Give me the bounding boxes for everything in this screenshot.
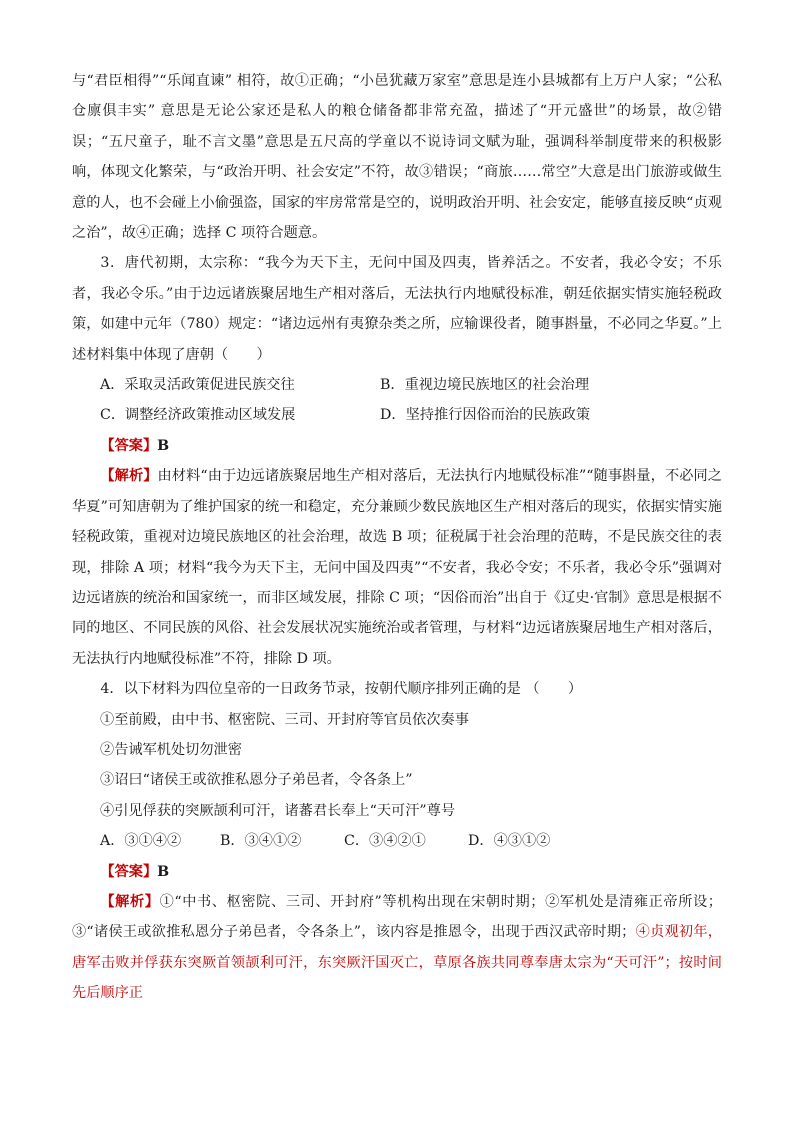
- question-3-options: [72, 370, 722, 431]
- item-4: ④引见俘获的突厥颉利可汗，诸蕃君长奉上“天可汗”尊号: [100, 802, 456, 819]
- option-c: C．③④②①: [344, 833, 426, 850]
- question-4-options: [72, 826, 722, 856]
- analysis-tag: 【解析】: [100, 893, 160, 910]
- analysis-tag: 【解析】: [100, 468, 158, 485]
- item-2: ②告诫军机处切勿泄密: [100, 741, 242, 758]
- analysis-text: 由材料“由于边远诸族聚居地生产相对落后，无法执行内地赋役标准”“随事斟量，不必同之华夏”可知唐朝为了维护国家的统一和稳定，充分兼顾少数民族地区生产相对落后的现实，依据实情实施轻税政策，重视对边境民族地区的社会治理，故选 B 项；征税属于社会治理的范畴，不是民族交往的表现，排除 A 项；材料“我今为天下主，无问中国及四夷”“不安者，我必令安；不乐者，我必令乐”强调对边远诸族的统治和国家统一，而非区域发展，排除 C 项；“因俗而治”出自于《辽史·官制》意思是根据不同的地区、不同民族的风俗、社会发展状况实施统治或者管理，与材料“边远诸族聚居地生产相对落后，无法执行内地赋役标准”不符，排除 D 项。: [72, 468, 722, 667]
- item-1: ①至前殿，由中书、枢密院、三司、开封府等官员依次奏事: [100, 711, 469, 728]
- option-b: B．重视边境民族地区的社会治理: [380, 377, 590, 394]
- analysis-text-highlight: ④贞观初年，唐军击败并俘获东突厥首领颉利可汗，东突厥汗国灭亡，草原各族共同尊奉唐太宗为“天可汗”；按时间先后顺序正: [72, 924, 722, 1002]
- question-4-stem: 4．以下材料为四位皇帝的一日政务节录，按朝代顺序排列正确的是 （ ）: [100, 681, 583, 698]
- item-3: ③诏曰“诸侯王或欲推私恩分子弟邑者，令各条上”: [100, 772, 413, 789]
- analysis-text: ①“中书、枢密院、三司、开封府”等机构出现在宋朝时期；②军机处是清雍正帝所设；③“诸侯王或欲推私恩分子弟邑者，令各条上”，该内容是推恩令，出现于西汉武帝时期；: [72, 893, 722, 941]
- option-d: D．④③①②: [468, 833, 551, 850]
- question-4-items: [72, 705, 722, 827]
- answer-tag: 【答案】: [100, 437, 158, 454]
- option-a: A．采取灵活政策促进民族交往: [100, 377, 295, 394]
- question-3-analysis: [72, 461, 722, 674]
- option-c: C．调整经济政策推动区域发展: [100, 407, 296, 424]
- answer-value: B: [157, 437, 170, 454]
- question-4-answer: [72, 857, 722, 887]
- answer-tag: 【答案】: [100, 863, 158, 880]
- answer-value: B: [157, 863, 170, 880]
- intro-paragraph: 与“君臣相得”“乐闻直谏” 相符，故①正确；“小邑犹藏万家室”意思是连小县城都有上万户人家；“公私仓廪俱丰实” 意思是无论公家还是私人的粮仓储备都非常充盈，描述了“开元盛世”的场景，故②错误；“五尺童子，耻不言文墨”意思是五尺高的学童以不说诗词文赋为耻，强调科举制度带来的积极影响，体现文化繁荣，与“政治开明、社会安定”不符，故③错误；“商旅……常空”大意是出门旅游或做生意的人，也不会碰上小偷强盗，国家的牢房常常是空的，说明政治开明、社会安定，能够直接反映“贞观之治”，故④正确；选择 C 项符合题意。: [72, 73, 722, 242]
- option-b: B．③④①②: [220, 833, 302, 850]
- option-a: A．③①④②: [100, 833, 182, 850]
- question-4-analysis: [72, 887, 722, 1009]
- option-d: D．坚持推行因俗而治的民族政策: [380, 407, 591, 424]
- question-3-stem: 3．唐代初期，太宗称：“我今为天下主，无问中国及四夷，皆养活之。不安者，我必令安；不乐者，我必令乐。”由于边远诸族聚居地生产相对落后，无法执行内地赋役标准，朝廷依据实情实施轻税政策，如建中元年（780）规定：“诸边远州有夷獠杂类之所，应输课役者，随事斟量，不必同之华夏。”上述材料集中体现了唐朝（ ）: [72, 255, 722, 363]
- question-3-answer: [72, 431, 722, 461]
